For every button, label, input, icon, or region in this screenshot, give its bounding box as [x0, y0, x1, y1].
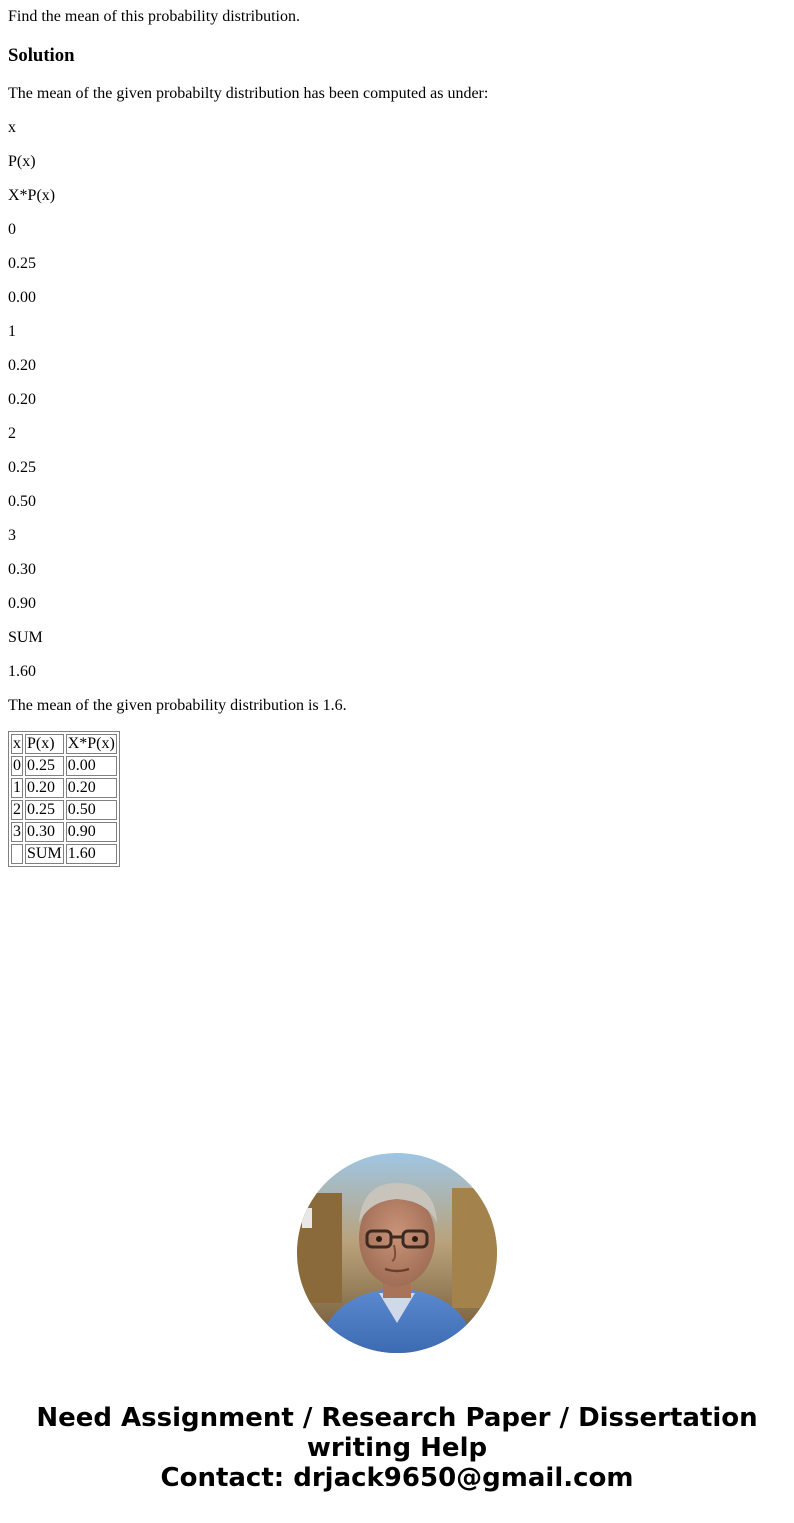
flat-line: 1: [8, 323, 16, 340]
table-cell: 0.00: [66, 756, 117, 776]
flat-line: 3: [8, 527, 16, 544]
flat-line: 0.30: [8, 561, 36, 578]
flat-line: 2: [8, 425, 16, 442]
table-cell: 0.90: [66, 822, 117, 842]
table-cell: 2: [13, 801, 21, 818]
promo-contact: Contact: drjack9650@gmail.com: [160, 1463, 634, 1493]
flat-line: 0.20: [8, 357, 36, 374]
conclusion-text: The mean of the given probability distribution is 1.6.: [8, 697, 347, 714]
table-cell: [11, 844, 23, 864]
table-cell: 0: [13, 757, 21, 774]
flat-line: X*P(x): [8, 187, 56, 204]
flat-line: 0.25: [8, 255, 36, 272]
table-row: [11, 800, 117, 820]
promo-line: Need Assignment / Research Paper / Dissertation: [36, 1403, 758, 1433]
flat-line: 0.50: [8, 493, 36, 510]
solution-flow: [8, 85, 488, 731]
table-cell: 0.50: [66, 800, 117, 820]
question-text: Find the mean of this probability distribution.: [8, 8, 300, 25]
promo-banner: [0, 1403, 794, 1493]
table-cell: SUM: [27, 845, 62, 862]
document-body: [8, 0, 786, 862]
table-header-cell: X*P(x): [67, 735, 115, 752]
flat-line: 0.00: [8, 289, 36, 306]
author-avatar: [297, 1153, 497, 1353]
distribution-table: [8, 731, 120, 867]
table-cell: 1: [13, 779, 21, 796]
table-cell: 0.30: [25, 822, 64, 842]
table-cell: 0.20: [66, 778, 117, 798]
flat-line: 0.20: [8, 391, 36, 408]
table-cell: 1.60: [66, 844, 117, 864]
promo-line: writing Help: [306, 1433, 488, 1463]
flat-line: 0.90: [8, 595, 36, 612]
solution-heading: Solution: [8, 45, 75, 66]
table-header-row: [11, 734, 117, 754]
table-header-cell: x: [13, 735, 21, 752]
table-cell: 3: [13, 823, 21, 840]
table-row: [11, 822, 117, 842]
flat-line: x: [8, 119, 16, 136]
flat-line: 1.60: [8, 663, 36, 680]
flat-line: 0.25: [8, 459, 36, 476]
flat-line: SUM: [8, 629, 43, 646]
intro-text: The mean of the given probabilty distribution has been computed as under:: [8, 85, 489, 102]
flat-line: 0: [8, 221, 16, 238]
author-portrait-image: [297, 1153, 497, 1353]
table-sum-row: [11, 844, 117, 864]
table-cell: 0.25: [25, 800, 64, 820]
table-header-cell: P(x): [25, 734, 64, 754]
table-row: [11, 778, 117, 798]
flat-line: P(x): [8, 153, 36, 170]
table-row: [11, 756, 117, 776]
table-cell: 0.20: [25, 778, 64, 798]
table-cell: 0.25: [25, 756, 64, 776]
